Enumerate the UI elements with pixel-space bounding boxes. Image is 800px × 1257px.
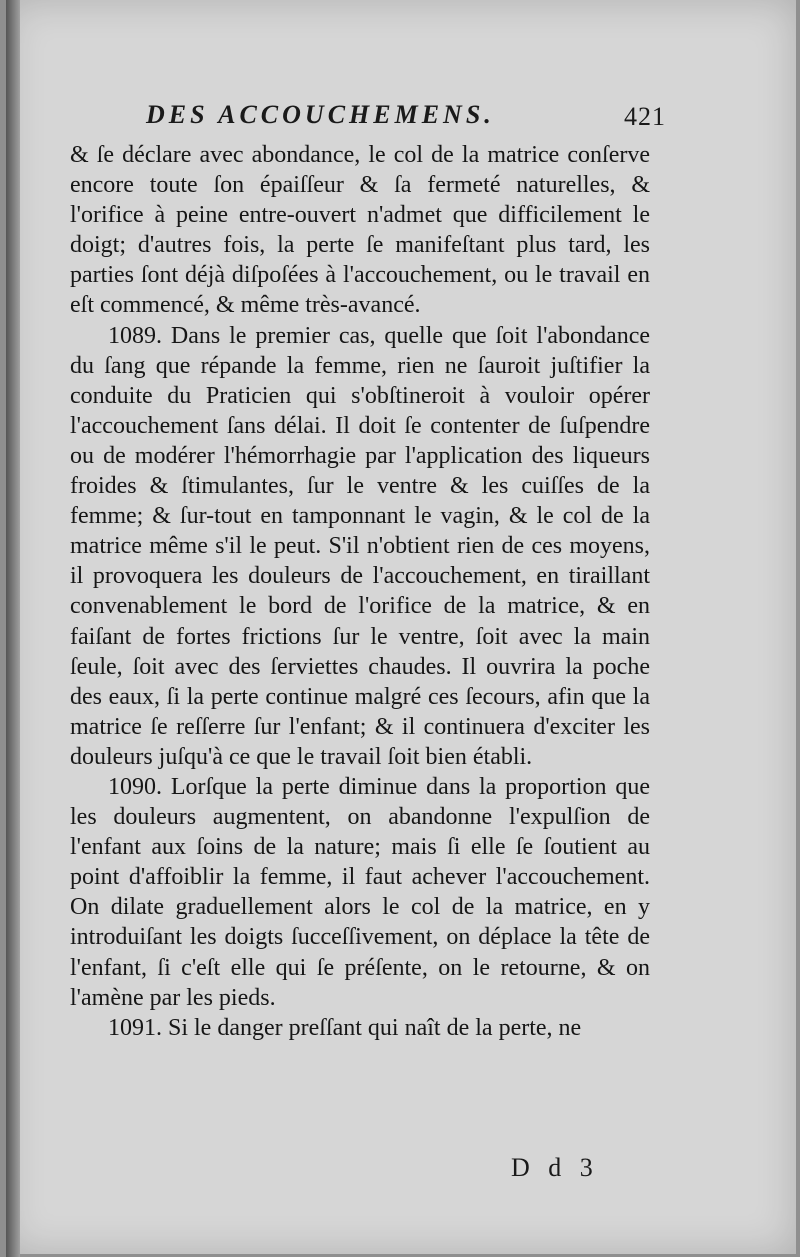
book-page xyxy=(6,0,796,1254)
page-spine-shadow xyxy=(6,0,20,1257)
paragraph-continuation: & ſe déclare avec abondance, le col de la matrice conſerve encore toute ſon épaiſſeur & ſa fermeté naturelles, & l'orifice à peine entre-ouvert n'admet que difficilement le doigt; d'autres fois, la perte ſe manifeſtant plus tard, les parties ſont déjà diſpoſées à l'accouchement, ou le travail en eſt commencé, & même très-avancé. xyxy=(70,142,650,319)
paragraph-1089: 1089. Dans le premier cas, quelle que ſoit l'abondance du ſang que répande la femme, rien ne ſauroit juſtifier la conduite du Praticien qui s'obſtineroit à vouloir opérer l'accouchement ſans délai. Il doit ſe contenter de ſuſpendre ou de modérer l'hémorrhagie par l'application des liqueurs froides & ſtimulantes, ſur le ventre & les cuiſſes de la femme; & ſur-tout en tamponnant le vagin, & le col de la matrice même s'il le peut. S'il n'obtient rien de ces moyens, il provoquera les douleurs de l'accouchement, en tiraillant convenablement le bord de l'orifice de la matrice, & en faiſant de fortes frictions ſur le ventre, ſoit avec la main ſeule, ſoit avec des ſerviettes chaudes. Il ouvrira la poche des eaux, ſi la perte continue malgré ces ſecours, afin que la matrice ſe reſſerre ſur l'enfant; & il continuera d'exciter les douleurs juſqu'à ce que le travail ſoit bien établi. xyxy=(70,322,650,770)
signature-mark: D d 3 xyxy=(511,1153,599,1182)
body-text xyxy=(70,140,650,1043)
running-header xyxy=(146,100,666,136)
page-number: 421 xyxy=(624,102,666,131)
paragraph-1090: 1090. Lorſque la perte diminue dans la proportion que les douleurs augmentent, on abandonne l'expulſion de l'enfant aux ſoins de la nature; mais ſi elle ſe ſoutient au point d'affoiblir la femme, il faut achever l'accouchement. On dilate graduellement alors le col de la matrice, en y introduiſant les doigts ſucceſſivement, on déplace la tête de l'enfant, ſi c'eſt elle qui ſe préſente, on le retourne, & on l'amène par les pieds. xyxy=(70,773,650,1011)
running-title: DES ACCOUCHEMENS. xyxy=(146,100,495,129)
paragraph-1091: 1091. Si le danger preſſant qui naît de la perte, ne xyxy=(108,1014,582,1041)
